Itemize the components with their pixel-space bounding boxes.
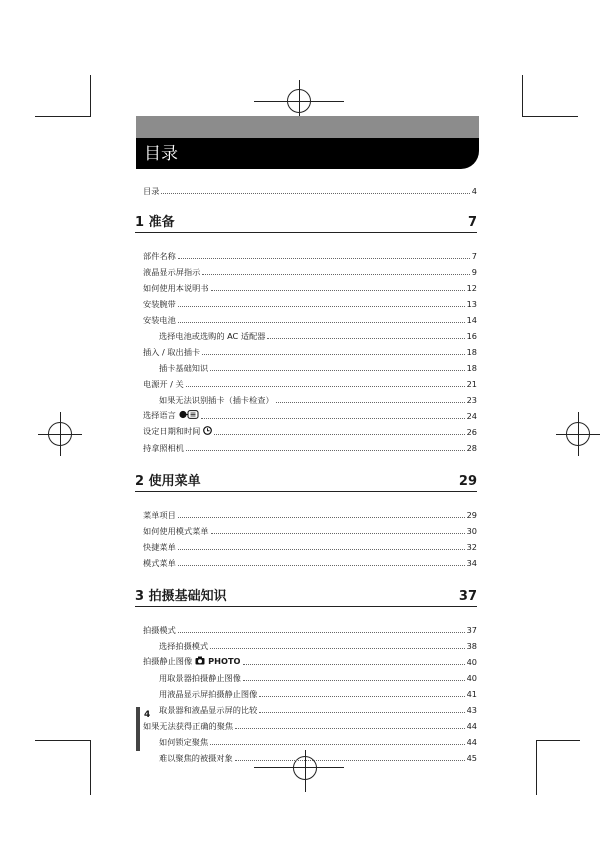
toc-item-select-shoot-mode[interactable] (143, 635, 477, 651)
toc-entry-title (159, 641, 210, 651)
toc-entry-page: 43 (466, 705, 477, 715)
toc-entry-page: 9 (471, 267, 477, 277)
toc-item-compare[interactable] (143, 699, 477, 715)
chapter-title: 3 拍摄基础知识 (135, 589, 227, 604)
leader-dots (235, 759, 465, 761)
toc-entry-text: 液晶显示屏指示 (143, 267, 201, 277)
chapter-1-heading[interactable] (135, 208, 477, 233)
leader-dots (178, 305, 465, 307)
toc-entry-text: 插入 / 取出插卡 (143, 347, 201, 357)
toc-entry-text: 安装电池 (143, 315, 176, 325)
toc-entry-text: 如何使用模式菜单 (143, 526, 209, 536)
toc-entry-page: 40 (466, 673, 477, 683)
header-grey-strip (136, 116, 479, 140)
toc-entry-page: 32 (466, 542, 477, 552)
toc-entry-text: 用取景器拍摄静止图像 (159, 673, 241, 683)
leader-dots (259, 695, 464, 697)
toc-entry-text: 电源开 / 关 (143, 379, 184, 389)
toc-entry-text: 设定日期和时间 (143, 426, 201, 436)
toc-entry-title (159, 705, 259, 715)
leader-dots (267, 337, 464, 339)
photo-mode-label: PHOTO (208, 656, 241, 666)
chapter-2-heading[interactable] (135, 467, 477, 492)
toc-entry-title (143, 558, 178, 568)
chapter-title: 2 使用菜单 (135, 474, 201, 489)
toc-item-viewfinder[interactable] (143, 667, 477, 683)
toc-entry-text: 拍摄模式 (143, 625, 176, 635)
toc-entry-text: 快捷菜单 (143, 542, 176, 552)
toc-entry-title (143, 526, 211, 536)
language-icon (179, 410, 199, 421)
toc-entry-page: 29 (466, 510, 477, 520)
toc-item-still[interactable] (143, 651, 477, 667)
toc-entry-text: 选择语言 (143, 410, 176, 420)
leader-dots (235, 727, 465, 729)
toc-entry-text: 如何锁定聚焦 (159, 737, 209, 747)
toc-entry-title (143, 410, 201, 421)
toc-entry-title (143, 299, 178, 309)
chapter-3-heading[interactable] (135, 582, 477, 607)
toc-entry-text: 目录 (143, 186, 160, 196)
toc-entry-title (143, 267, 202, 277)
leader-dots (178, 631, 465, 633)
toc-item-card-basics[interactable] (143, 357, 477, 373)
toc-entry-page: 16 (466, 331, 477, 341)
toc-item-mode-menu[interactable] (143, 552, 477, 568)
toc-entry-title (159, 737, 210, 747)
toc-item-shoot-mode[interactable] (143, 619, 477, 635)
leader-dots (178, 321, 465, 323)
leader-dots (178, 548, 465, 550)
header-black-bar (136, 138, 479, 169)
toc-entry-page: 37 (466, 625, 477, 635)
toc-entry-page: 30 (466, 526, 477, 536)
toc-entry-title (143, 542, 178, 552)
toc-entry-title (159, 395, 276, 405)
toc-entry-page: 44 (466, 737, 477, 747)
toc-entry-page: 34 (466, 558, 477, 568)
toc-item-card[interactable] (143, 341, 477, 357)
leader-dots (178, 257, 470, 259)
toc-entry-text: 如果无法获得正确的聚焦 (143, 721, 234, 731)
toc-item-language[interactable] (143, 405, 477, 421)
toc-entry-page: 38 (466, 641, 477, 651)
toc-entry-page: 40 (466, 657, 477, 667)
toc-entry-page: 12 (466, 283, 477, 293)
toc-entry-text: 部件名称 (143, 251, 176, 261)
toc-entry-text: 拍摄静止图像 (143, 656, 193, 666)
toc-entry-text: 持拿照相机 (143, 443, 184, 453)
toc-item-hard-subjects[interactable] (143, 747, 477, 763)
leader-dots (214, 433, 464, 435)
toc-entry-page: 23 (466, 395, 477, 405)
toc-item-datetime[interactable] (143, 421, 477, 437)
toc-entry-page: 26 (466, 427, 477, 437)
toc-entry-page: 41 (466, 689, 477, 699)
chapter-page: 37 (458, 589, 477, 604)
toc-entry-title (143, 186, 161, 196)
chapter-page: 7 (467, 215, 477, 230)
leader-dots (186, 385, 465, 387)
toc-entry-text: 选择电池或选购的 AC 适配器 (159, 331, 266, 341)
leader-dots (210, 647, 464, 649)
toc-entry-text: 如果无法识别插卡（插卡检查） (159, 395, 274, 405)
toc-entry-page: 13 (466, 299, 477, 309)
leader-dots (211, 289, 465, 291)
toc-entry-page: 24 (466, 411, 477, 421)
page-number: 4 (144, 710, 151, 720)
leader-dots (259, 711, 464, 713)
toc-entry-page: 7 (471, 251, 477, 261)
page-number-bar (136, 707, 140, 751)
leader-dots (161, 192, 469, 194)
toc-item-battery[interactable] (143, 309, 477, 325)
toc-item-parts[interactable] (143, 245, 477, 261)
toc-entry-title (143, 510, 178, 520)
table-of-contents (135, 180, 477, 763)
camera-icon (195, 656, 205, 667)
toc-entry-title (143, 379, 186, 389)
toc-item-menu-items[interactable] (143, 504, 477, 520)
chapter-title: 1 准备 (135, 215, 175, 230)
toc-entry-text: 取景器和液晶显示屏的比较 (159, 705, 258, 715)
toc-entry-page: 14 (466, 315, 477, 325)
toc-entry-text: 用液晶显示屏拍摄静止图像 (159, 689, 258, 699)
leader-dots (178, 516, 465, 518)
page-title: 目录 (144, 144, 178, 164)
toc-item-lcd-indicators[interactable] (143, 261, 477, 277)
toc-entry-title (143, 426, 214, 437)
toc-entry-title (159, 363, 210, 373)
toc-entry-title (159, 331, 267, 341)
toc-entry-title (143, 443, 186, 453)
toc-entry-title (143, 283, 211, 293)
leader-dots (202, 353, 464, 355)
toc-entry-text: 模式菜单 (143, 558, 176, 568)
toc-entry-text: 如何使用本说明书 (143, 283, 209, 293)
toc-item-focus[interactable] (143, 715, 477, 731)
toc-item-power[interactable] (143, 373, 477, 389)
toc-item-shortcut[interactable] (143, 536, 477, 552)
leader-dots (201, 417, 465, 419)
toc-item-battery-ac[interactable] (143, 325, 477, 341)
toc-item-contents[interactable] (143, 180, 477, 196)
leader-dots (186, 449, 465, 451)
toc-item-card-check[interactable] (143, 389, 477, 405)
toc-entry-title (159, 753, 235, 763)
toc-entry-text: 菜单项目 (143, 510, 176, 520)
toc-entry-title (143, 347, 202, 357)
toc-item-strap[interactable] (143, 293, 477, 309)
toc-entry-text: 安装腕带 (143, 299, 176, 309)
toc-entry-title (159, 689, 259, 699)
toc-item-holding[interactable] (143, 437, 477, 453)
toc-entry-text: 插卡基础知识 (159, 363, 209, 373)
leader-dots (210, 743, 464, 745)
toc-item-mode-menu-use[interactable] (143, 520, 477, 536)
toc-entry-page: 44 (466, 721, 477, 731)
toc-entry-page: 28 (466, 443, 477, 453)
toc-item-how-to-use[interactable] (143, 277, 477, 293)
header-band (136, 116, 479, 169)
leader-dots (210, 369, 464, 371)
leader-dots (178, 564, 465, 566)
leader-dots (243, 663, 465, 665)
toc-item-lcd-shoot[interactable] (143, 683, 477, 699)
toc-entry-page: 18 (466, 347, 477, 357)
toc-entry-page: 45 (466, 753, 477, 763)
leader-dots (243, 679, 465, 681)
leader-dots (211, 532, 465, 534)
toc-entry-title (143, 656, 243, 667)
toc-entry-title (143, 721, 235, 731)
leader-dots (202, 273, 469, 275)
toc-entry-text: 难以聚焦的被摄对象 (159, 753, 233, 763)
chapter-page: 29 (458, 474, 477, 489)
toc-entry-page: 4 (471, 186, 477, 196)
toc-entry-title (143, 315, 178, 325)
toc-item-focus-lock[interactable] (143, 731, 477, 747)
leader-dots (276, 401, 465, 403)
toc-entry-page: 18 (466, 363, 477, 373)
clock-icon (203, 426, 212, 437)
toc-entry-text: 选择拍摄模式 (159, 641, 209, 651)
toc-entry-page: 21 (466, 379, 477, 389)
toc-entry-title (143, 251, 178, 261)
toc-entry-title (143, 625, 178, 635)
toc-entry-title (159, 673, 243, 683)
